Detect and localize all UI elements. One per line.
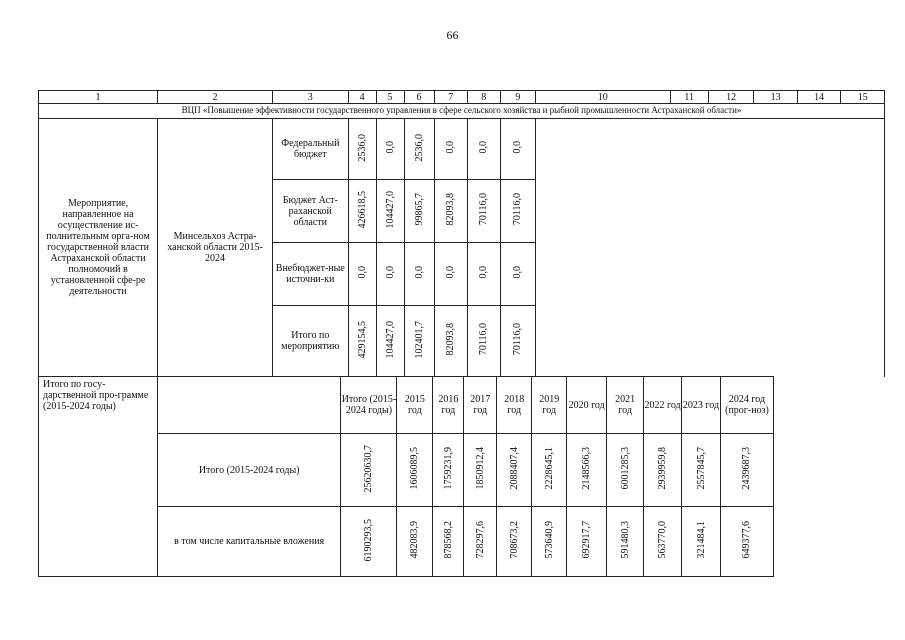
value-cell: 0,0 [434, 243, 467, 306]
row-label: в том числе капитальные вложения [157, 507, 341, 577]
value-cell: 104427,0 [376, 306, 404, 377]
column-number: 5 [376, 91, 404, 104]
column-number: 12 [708, 91, 754, 104]
value-cell: 426618,5 [348, 180, 376, 243]
col-header: 2024 год (прог-ноз) [720, 377, 773, 434]
value-cell: 0,0 [376, 119, 404, 180]
empty-cell [157, 377, 341, 434]
value-cell: 692917,7 [567, 507, 607, 577]
col-header: 2021 год [607, 377, 644, 434]
value-cell: 0,0 [348, 243, 376, 306]
column-number: 8 [467, 91, 500, 104]
column-number: 11 [670, 91, 708, 104]
value-cell: 728297,6 [464, 507, 497, 577]
col-header: 2023 год [682, 377, 721, 434]
value-cell: 878568,2 [433, 507, 464, 577]
value-cell: 429154,5 [348, 306, 376, 377]
value-cell: 708673,2 [497, 507, 532, 577]
value-cell: 2228645,1 [532, 434, 567, 507]
value-cell: 70116,0 [500, 306, 535, 377]
column-number: 6 [404, 91, 434, 104]
value-cell: 0,0 [467, 243, 500, 306]
measure-description: Мероприятие, направленное на осуществление ис-полнительным орга-ном государственной власти Астраханской области полномочий в установленной сфе-ре деятельности [39, 119, 158, 377]
col-header: 2017 год [464, 377, 497, 434]
value-cell: 563770,0 [644, 507, 682, 577]
value-cell: 25620630,7 [341, 434, 397, 507]
column-number: 10 [535, 91, 670, 104]
col-header: 2018 год [497, 377, 532, 434]
column-number: 1 [39, 91, 158, 104]
source-label: Внебюджет-ные источни-ки [273, 243, 349, 306]
col-header: 2019 год [532, 377, 567, 434]
value-cell: 82093,8 [434, 306, 467, 377]
value-cell: 2536,0 [348, 119, 376, 180]
value-cell: 482083,9 [397, 507, 433, 577]
program-total-table [38, 376, 774, 577]
value-cell: 321484,1 [682, 507, 721, 577]
column-number: 14 [797, 91, 840, 104]
value-cell: 104427,0 [376, 180, 404, 243]
value-cell: 2557845,7 [682, 434, 721, 507]
value-cell: 0,0 [376, 243, 404, 306]
column-number-row [39, 91, 885, 104]
value-cell: 70116,0 [500, 180, 535, 243]
value-cell: 2536,0 [404, 119, 434, 180]
col-header: 2022 год [644, 377, 682, 434]
column-number: 4 [348, 91, 376, 104]
executor: Минсельхоз Астра-ханской области 2015-2024 [158, 119, 273, 377]
column-number: 2 [158, 91, 273, 104]
value-cell: 0,0 [467, 119, 500, 180]
value-cell: 0,0 [500, 243, 535, 306]
program-title: ВЦП «Повышение эффективности государственного управления в сфере сельского хозяйства и рыбной промышленности Астраханской области» [39, 104, 885, 119]
value-cell: 6190293,5 [341, 507, 397, 577]
row-label: Итого (2015-2024 годы) [157, 434, 341, 507]
source-label: Федеральный бюджет [273, 119, 349, 180]
value-cell: 0,0 [500, 119, 535, 180]
value-cell: 102401,7 [404, 306, 434, 377]
value-cell: 2088407,4 [497, 434, 532, 507]
page-number: 66 [446, 28, 459, 42]
value-cell: 591480,3 [607, 507, 644, 577]
value-cell: 0,0 [434, 119, 467, 180]
value-cell: 70116,0 [467, 180, 500, 243]
value-cell: 6001285,3 [607, 434, 644, 507]
column-number: 13 [754, 91, 797, 104]
value-cell: 2939959,8 [644, 434, 682, 507]
col-header: 2020 год [567, 377, 607, 434]
value-cell: 1759231,9 [433, 434, 464, 507]
value-cell: 573640,9 [532, 507, 567, 577]
value-cell: 0,0 [404, 243, 434, 306]
value-cell: 99865,7 [404, 180, 434, 243]
value-cell: 82093,8 [434, 180, 467, 243]
total-label: Итого по госу-дарственной про-грамме (2015-2024 годы) [39, 377, 158, 577]
value-cell: 1606089,5 [397, 434, 433, 507]
source-label: Бюджет Аст-раханской области [273, 180, 349, 243]
value-cell: 1850912,4 [464, 434, 497, 507]
value-cell: 70116,0 [467, 306, 500, 377]
value-cell: 2148566,3 [567, 434, 607, 507]
col-header: Итого (2015-2024 годы) [341, 377, 397, 434]
source-label: Итого по мероприятию [273, 306, 349, 377]
column-number: 7 [434, 91, 467, 104]
program-table [38, 90, 885, 377]
col-header: 2016 год [433, 377, 464, 434]
empty-area [535, 119, 884, 377]
column-number: 9 [500, 91, 535, 104]
value-cell: 2439687,3 [720, 434, 773, 507]
col-header: 2015 год [397, 377, 433, 434]
value-cell: 649377,6 [720, 507, 773, 577]
column-number: 3 [273, 91, 349, 104]
column-number: 15 [841, 91, 885, 104]
